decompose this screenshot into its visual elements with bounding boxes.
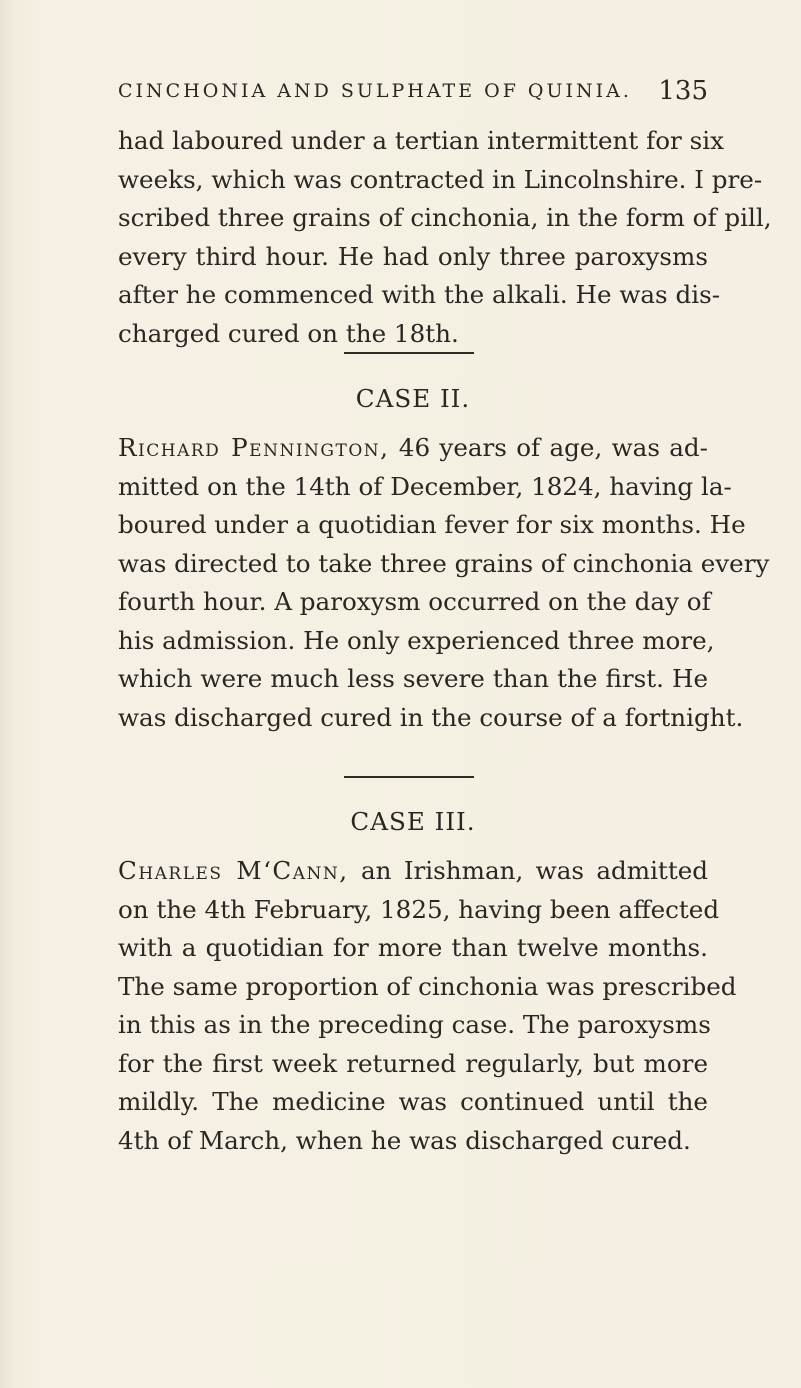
text-line: mitted on the 14th of December, 1824, having la- — [118, 471, 732, 501]
text-line: charged cured on the 18th. — [118, 318, 459, 348]
text-line: weeks, which was contracted in Lincolnshire. I pre- — [118, 164, 763, 194]
text-line: 4th of March, when he was discharged cured. — [118, 1125, 691, 1155]
text-line — [118, 429, 708, 468]
text-line: had laboured under a tertian intermittent for six — [118, 126, 724, 155]
text-line: was directed to take three grains of cinchonia every — [118, 548, 770, 578]
intro-paragraph — [118, 122, 772, 353]
text-line: on the 4th February, 1825, having been affected — [118, 894, 720, 924]
patient-name: Richard Pennington, — [118, 433, 390, 462]
text-line: for the first week returned regularly, but more — [118, 1048, 708, 1078]
text-line: in this as in the preceding case. The paroxysms — [118, 1010, 711, 1039]
text-line — [118, 852, 708, 891]
patient-name: Charles M‘Cann, — [118, 856, 349, 885]
text-line: every third hour. He had only three paroxysms — [118, 241, 708, 271]
case-3-heading: CASE III. — [350, 807, 476, 836]
text-line: mildly. The medicine was continued until the — [118, 1087, 708, 1116]
case-2-paragraph — [118, 429, 770, 737]
text-line: after he commenced with the alkali. He was dis- — [118, 280, 721, 309]
text-fragment: 46 years of age, was ad- — [398, 433, 708, 462]
section-divider — [344, 776, 474, 778]
text-line: boured under a quotidian fever for six months. He — [118, 510, 746, 539]
text-line: scribed three grains of cinchonia, in the form of pill, — [118, 203, 772, 232]
text-line: fourth hour. A paroxysm occurred on the day of — [118, 587, 711, 616]
case-2-heading: CASE II. — [355, 384, 471, 413]
text-line: with a quotidian for more than twelve months. — [118, 933, 708, 962]
running-title: CINCHONIA AND SULPHATE OF QUINIA. — [118, 80, 632, 102]
text-fragment: an Irishman, was admitted — [360, 856, 708, 885]
text-line: which were much less severe than the first. He — [118, 664, 708, 693]
text-line: was discharged cured in the course of a fortnight. — [118, 702, 744, 732]
page-number: 135 — [658, 76, 708, 106]
running-head — [118, 76, 708, 116]
case-3-paragraph — [118, 852, 737, 1160]
text-line: The same proportion of cinchonia was prescribed — [118, 971, 737, 1001]
text-line: his admission. He only experienced three more, — [118, 625, 715, 655]
section-divider — [344, 352, 474, 354]
